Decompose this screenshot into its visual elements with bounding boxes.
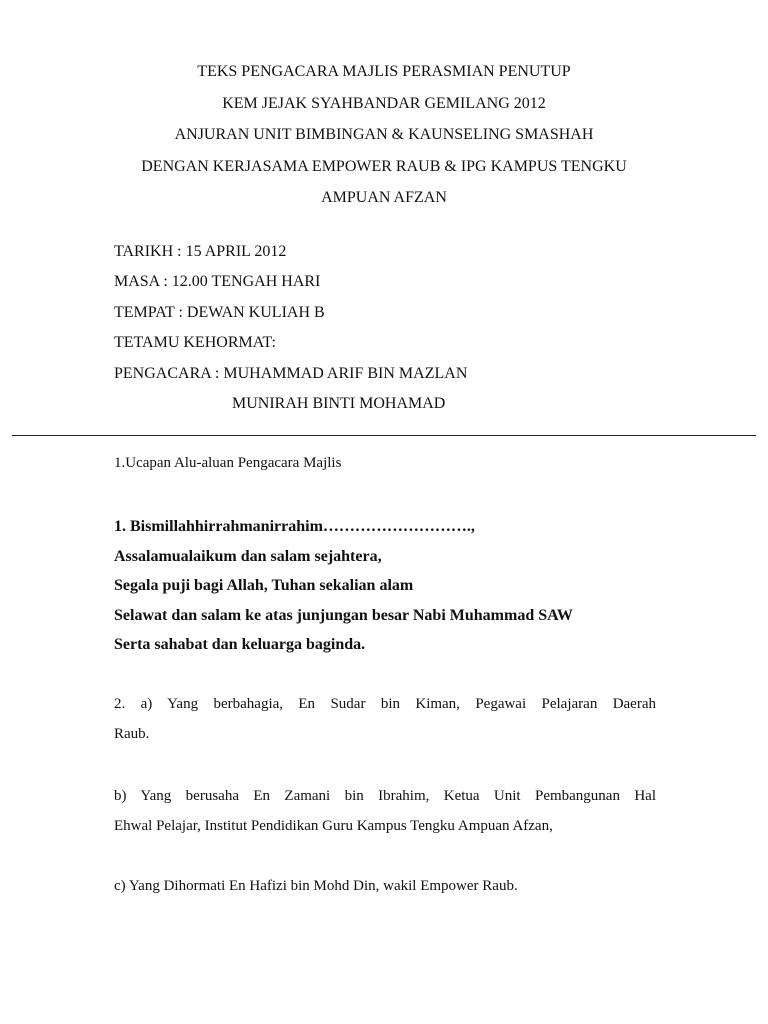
event-time: MASA : 12.00 TENGAH HARI xyxy=(114,273,321,291)
acknowledgement-b xyxy=(114,781,656,841)
acknowledgement-c xyxy=(114,871,656,901)
acknowledgement-a-line-2: Raub. xyxy=(114,726,150,742)
greeting-line-1: 1. Bismillahhirrahmanirrahim………………………., xyxy=(114,518,475,535)
event-details xyxy=(114,237,467,419)
document-title xyxy=(0,56,768,214)
acknowledgement-b-line-1: b) Yang berusaha En Zamani bin Ibrahim, Ketua Unit Pembangunan Hal xyxy=(114,788,656,804)
section-divider xyxy=(12,435,756,436)
title-line-5: AMPUAN AFZAN xyxy=(321,189,447,206)
greeting-line-4: Selawat dan salam ke atas junjungan besar Nabi Muhammad SAW xyxy=(114,606,573,624)
title-line-1: TEKS PENGACARA MAJLIS PERASMIAN PENUTUP xyxy=(197,63,571,80)
opening-greeting xyxy=(114,512,573,660)
title-line-2: KEM JEJAK SYAHBANDAR GEMILANG 2012 xyxy=(222,94,546,112)
greeting-line-2: Assalamualaikum dan salam sejahtera, xyxy=(114,547,382,565)
acknowledgement-a-line-1: 2. a) Yang berbahagia, En Sudar bin Kiman, Pegawai Pelajaran Daerah xyxy=(114,696,656,712)
guest-of-honour: TETAMU KEHORMAT: xyxy=(114,334,276,352)
greeting-line-5: Serta sahabat dan keluarga baginda. xyxy=(114,636,366,654)
section-heading: 1.Ucapan Alu-aluan Pengacara Majlis xyxy=(114,455,342,471)
acknowledgement-c-line-1: c) Yang Dihormati En Hafizi bin Mohd Din, wakil Empower Raub. xyxy=(114,878,518,894)
emcee-secondary: MUNIRAH BINTI MOHAMAD xyxy=(232,395,446,413)
title-line-4: DENGAN KERJASAMA EMPOWER RAUB & IPG KAMPUS TENGKU xyxy=(141,157,627,175)
event-venue: TEMPAT : DEWAN KULIAH B xyxy=(114,303,325,321)
event-date: TARIKH : 15 APRIL 2012 xyxy=(114,243,287,260)
emcee-primary: PENGACARA : MUHAMMAD ARIF BIN MAZLAN xyxy=(114,364,468,382)
acknowledgement-a xyxy=(114,689,656,749)
greeting-line-3: Segala puji bagi Allah, Tuhan sekalian alam xyxy=(114,577,414,595)
acknowledgement-b-line-2: Ehwal Pelajar, Institut Pendidikan Guru Kampus Tengku Ampuan Afzan, xyxy=(114,818,553,834)
title-line-3: ANJURAN UNIT BIMBINGAN & KAUNSELING SMASHAH xyxy=(174,126,594,143)
